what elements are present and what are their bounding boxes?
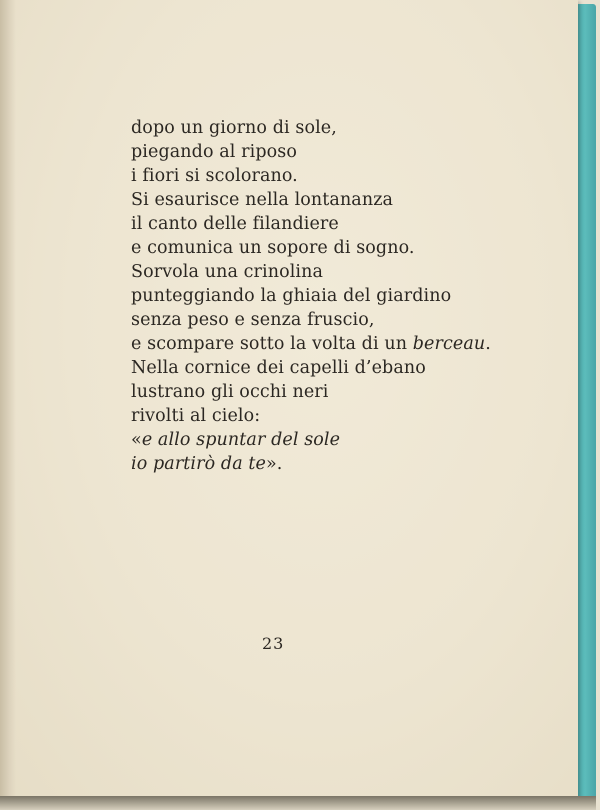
poem-line: lustrano gli occhi neri	[131, 382, 329, 402]
poem-line: piegando al riposo	[131, 142, 297, 162]
page-number: 23	[262, 634, 285, 653]
poem-text	[131, 116, 491, 476]
poem-line-quote: io partirò da te».	[131, 454, 283, 474]
poem-line: rivolti al cielo:	[131, 406, 261, 426]
poem-line: senza peso e senza fruscio,	[131, 310, 375, 330]
poem-line: punteggiando la ghiaia del giardino	[131, 286, 452, 306]
poem-line: dopo un giorno di sole,	[131, 118, 337, 138]
page-gutter	[0, 0, 16, 800]
poem-line: e scompare sotto la volta di un berceau.	[131, 334, 491, 354]
poem-line: Si esaurisce nella lontananza	[131, 190, 394, 210]
poem-line: i fiori si scolorano.	[131, 166, 298, 186]
page-bottom-shadow	[0, 796, 596, 810]
poem-line-quote: «e allo spuntar del sole	[131, 430, 341, 450]
poem-line: Nella cornice dei capelli d’ebano	[131, 358, 426, 378]
poem-line: e comunica un sopore di sogno.	[131, 238, 415, 258]
italic-word: berceau	[412, 334, 486, 354]
poem-line: Sorvola una crinolina	[131, 262, 324, 282]
poem-line: il canto delle filandiere	[131, 214, 339, 234]
